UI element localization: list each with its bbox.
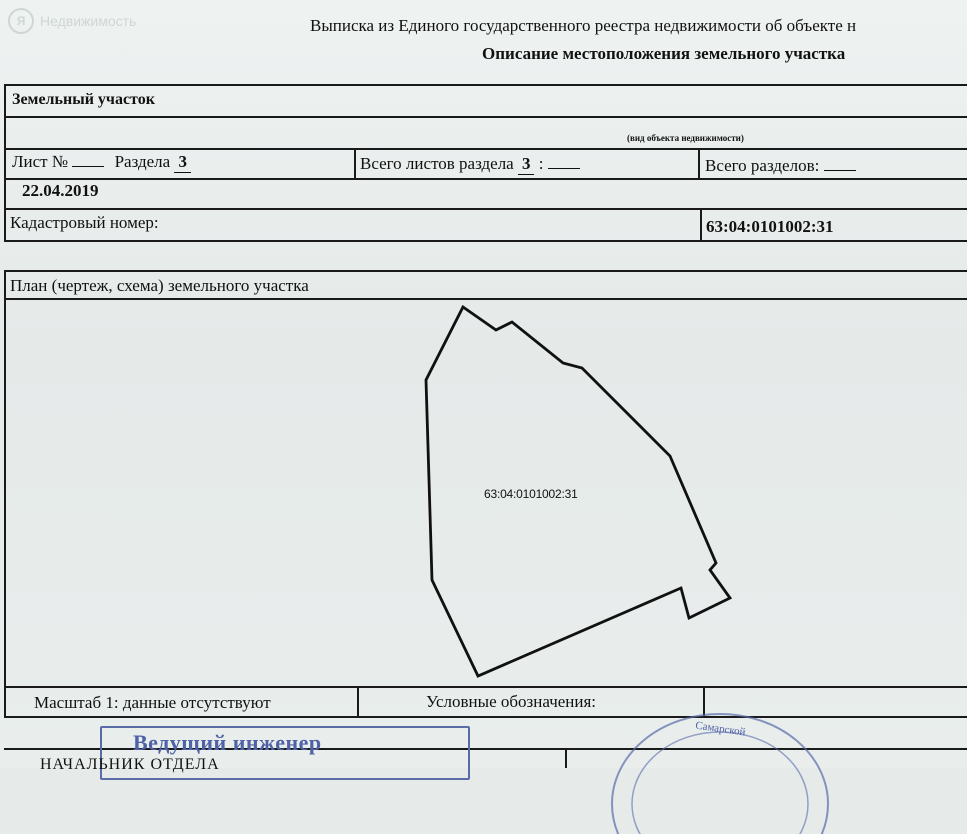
- signature-col-divider: [565, 748, 567, 768]
- total-sheets-label: Всего листов раздела: [360, 154, 514, 173]
- cadastral-label: Кадастровый номер:: [10, 213, 159, 232]
- position-title: НАЧАЛЬНИК ОТДЕЛА: [40, 756, 220, 773]
- document-subtitle: Описание местоположения земельного участка: [482, 44, 846, 63]
- extract-date: 22.04.2019: [22, 181, 99, 200]
- total-sheets-colon: :: [538, 154, 544, 173]
- plan-title: План (чертеж, схема) земельного участка: [10, 276, 309, 295]
- sheet-label: Лист №: [12, 152, 69, 171]
- legend-label: Условные обозначения:: [426, 692, 597, 711]
- parcel-outline: [426, 307, 730, 676]
- object-type: Земельный участок: [12, 91, 155, 108]
- engineer-stamp: Ведущий инженер: [133, 730, 322, 755]
- document-title: Выписка из Единого государственного реестра недвижимости об объекте н: [310, 16, 857, 35]
- section-label: Раздела: [114, 152, 171, 171]
- footer-col-divider: [357, 686, 359, 716]
- section-value: 3: [174, 152, 191, 173]
- total-sheets-value: 3: [518, 154, 535, 175]
- logo-icon: Я: [8, 8, 34, 34]
- cadastral-number: 63:04:0101002:31: [706, 217, 834, 236]
- official-seal: [600, 694, 840, 834]
- scale-text: Масштаб 1: данные отсутствуют: [34, 693, 271, 712]
- watermark-text: Недвижимость: [40, 13, 137, 29]
- object-type-caption: (вид объекта недвижимости): [627, 133, 744, 143]
- seal-text: Самарской: [694, 719, 747, 739]
- parcel-label: 63:04:0101002:31: [484, 487, 578, 501]
- total-sections-label: Всего разделов:: [705, 156, 820, 175]
- footer-row-top: [4, 686, 967, 688]
